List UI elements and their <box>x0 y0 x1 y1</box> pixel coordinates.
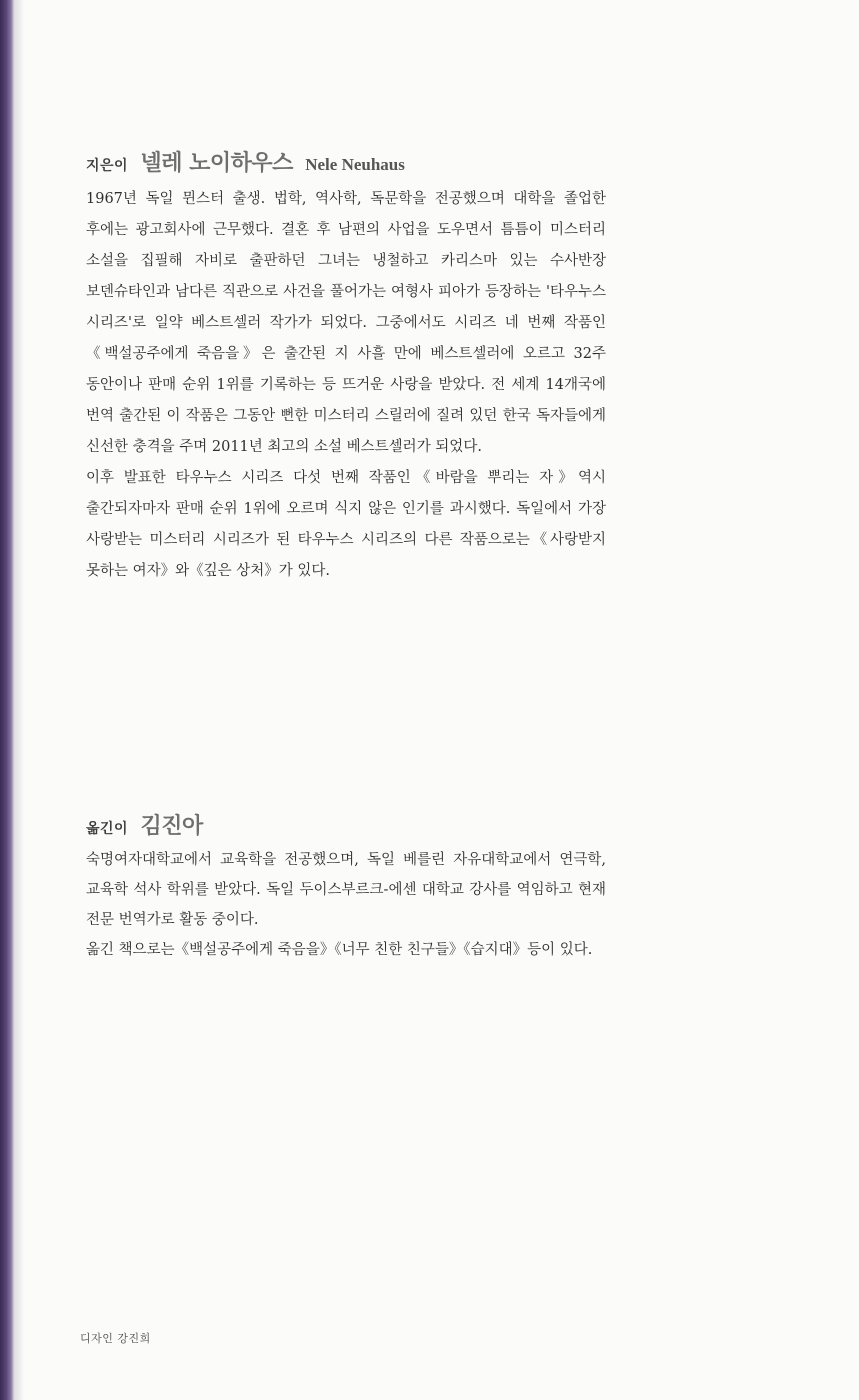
translator-name-korean: 김진아 <box>140 813 203 839</box>
author-bio-paragraph-2: 이후 발표한 타우누스 시리즈 다섯 번째 작품인《바람을 뿌리는 자》역시 출간되자마자 판매 순위 1위에 오르며 식지 않은 인기를 과시했다. 독일에서 가장 사랑받는 미스터리 시리즈가 된 타우누스 시리즈의 다른 작품으로는《사랑받지 못하는 여자》와《깊은 상처》가 있다. <box>86 470 606 579</box>
author-name-korean: 넬레 노이하우스 <box>140 150 293 176</box>
translator-role-label: 옮긴이 <box>86 821 129 837</box>
author-role-label: 지은이 <box>86 158 129 174</box>
author-heading <box>86 140 606 184</box>
translator-bio-paragraph-1: 숙명여자대학교에서 교육학을 전공했으며, 독일 베를린 자유대학교에서 연극학, 교육학 석사 학위를 받았다. 독일 두이스부르크-에센 대학교 강사를 역임하고 현재 전문 번역가로 활동 중이다. <box>86 852 606 928</box>
translator-section <box>86 805 606 965</box>
design-credit: 디자인 강진희 <box>80 1332 151 1345</box>
translator-bio-paragraph-2: 옮긴 책으로는《백설공주에게 죽음을》《너무 친한 친구들》《습지대》등이 있다. <box>86 942 593 958</box>
author-bio-paragraph-1: 1967년 독일 뮌스터 출생. 법학, 역사학, 독문학을 전공했으며 대학을 졸업한 후에는 광고회사에 근무했다. 결혼 후 남편의 사업을 도우면서 틈틈이 미스터리 소설을 집필해 자비로 출판하던 그녀는 냉철하고 카리스마 있는 수사반장 보덴슈타인과 남다른 직관으로 사건을 풀어가는 여형사 피아가 등장하는 '타우누스 시리즈'로 일약 베스트셀러 작가가 되었다. 그중에서도 시리즈 네 번째 작품인《백설공주에게 죽음을》은 출간된 지 사흘 만에 베스트셀러에 오르고 32주 동안이나 판매 순위 1위를 기록하는 등 뜨거운 사랑을 받았다. 전 세계 14개국에 번역 출간된 이 작품은 그동안 뻔한 미스터리 스릴러에 질려 있던 한국 독자들에게 신선한 충격을 주며 2011년 최고의 소설 베스트셀러가 되었다. <box>86 191 606 455</box>
book-spine-edge <box>0 0 14 1400</box>
spine-shadow <box>14 0 24 1400</box>
translator-heading <box>86 805 606 845</box>
author-name-english: Nele Neuhaus <box>305 155 405 174</box>
author-section <box>86 140 606 587</box>
